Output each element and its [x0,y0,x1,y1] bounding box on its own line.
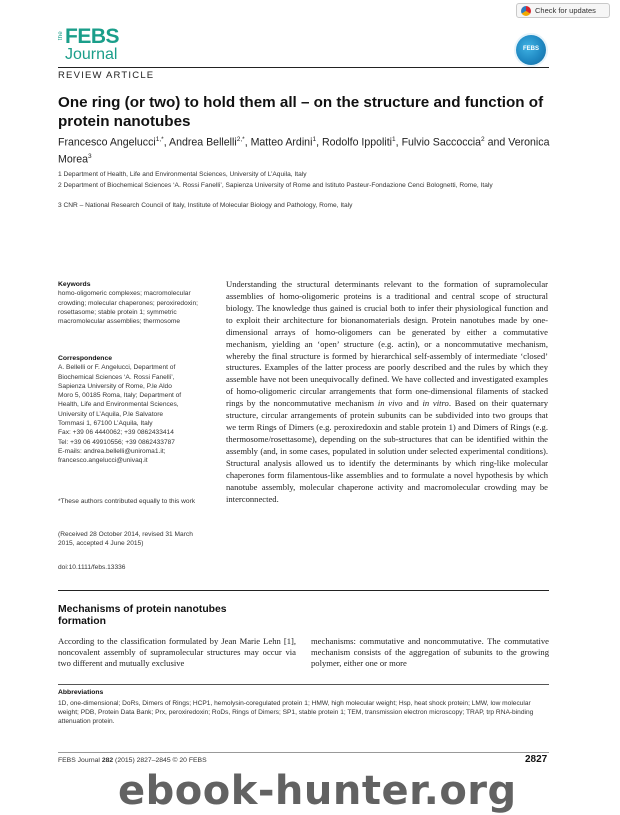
author-list [58,133,558,167]
affiliation-1: 1 Department of Health, Life and Environmental Sciences, University of L’Aquila, Italy [58,171,307,178]
abstract-part-1: Understanding the structural determinants relevant to the formation of supramolecular assemblies of homo-oligomeric proteins is a traditional and central scope of structural biology. The knowledge thus gained is crucial both to infer their physiological function and to exploit their architecture for bionanomaterials design. Protein nanotubes made by one-dimensional arrays of homo-oligomers can be generated by either a commutative mechanism, yielding an ‘open’ structure (e.g. actin), or a noncommutative mechanism, whereby the final structure is formed by hierarchical self-assembly of intermediate ‘closed’ structures. Examples of the latter process are poorly described and the rules by which they assemble have not been unequivocally defined. We have collected and investigated examples of homo-oligomeric circular arrangements that form one-dimensional filaments of stacked rings by the noncommutative mechanism [226,279,548,409]
check-for-updates-button[interactable] [516,3,610,18]
article-type: REVIEW ARTICLE [58,70,155,81]
section-rule [58,590,549,591]
abstract-in-vivo: in vivo [377,398,403,409]
logo-febs: FEBS [65,25,120,48]
author-name: Fulvio Saccoccia [401,136,482,149]
footer-citation-prefix: FEBS Journal [58,757,102,764]
crossmark-icon [521,6,531,16]
correspondence-line: Moro 5, 00185 Roma, Italy; Department of [58,392,182,400]
correspondence-line: University of L’Aquila, P.le Salvatore [58,410,164,418]
author-affiliation-marker: 3 [88,153,92,161]
keywords-heading: Keywords [58,281,91,288]
keywords-text: homo-oligomeric complexes; macromolecular crowding; molecular chaperones; peroxiredoxin; rosettasome; stable protein 1; symmetric macromolecular assemblies; thermosome [58,290,199,326]
affiliation-3: 3 CNR – National Research Council of Italy, Institute of Molecular Biology and Pathology, Rome, Italy [58,202,353,209]
doi-link[interactable]: doi:10.1111/febs.13336 [58,564,126,571]
author-separator: , [316,136,322,149]
author-name: Rodolfo Ippoliti [321,136,393,149]
author-separator: and [484,136,509,149]
abstract-in-vitro: in vitro [422,398,449,409]
abbreviations-rule [58,684,549,685]
keywords-block [58,280,208,326]
check-for-updates-label: Check for updates [535,6,596,15]
header-rule [58,67,549,68]
affiliation-2: 2 Department of Biochemical Sciences ‘A. Rossi Fanelli’, Sapienza University of Rome and Istituto Pasteur-Fondazione Cenci Bolognetti, Rome, Italy [58,182,493,189]
author-affiliation-marker: 2,* [236,136,245,143]
page-number: 2827 [525,754,548,765]
body-column-1: According to the classification formulated by Jean Marie Lehn [1], noncovalent assembly of supramolecular structures may occur via two different and mutually exclusive [58,636,296,669]
section-heading: Mechanisms of protein nanotubes formation [58,604,227,627]
author-name: Andrea Bellelli [169,136,237,149]
abbreviations-text: 1D, one-dimensional; DoRs, Dimers of Rings; HCP1, hemolysin-coregulated protein 1; HMW, high molecular weight; Hsp, heat shock protein; LMW, low molecular weight; PDB, Protein Data Bank; Prx, peroxiredoxin; RoDs, Rings of Dimers; SP1, stable protein 1; TEM, transmission electron microscopy; TRAP, trp RNA-binding attenuation protein. [58,700,534,726]
author-separator: , [244,136,251,149]
correspondence-line: Fax: +39 06 4440062; +39 0862433414 [58,429,174,437]
correspondence-block [58,354,208,466]
article-title: One ring (or two) to hold them all – on the structure and function of protein nanotubes [58,94,544,130]
correspondence-heading: Correspondence [58,355,113,362]
abstract [226,279,548,506]
email-line[interactable]: E-mails: andrea.bellelli@uniroma1.it; [58,447,166,455]
watermark: ebook-hunter.org [118,768,517,814]
journal-logo [58,27,128,65]
abstract-part-2: . Based on their quaternary structure, circular arrangements of protein subunits can be subdivided into two groups that we term Rings of Dimers (e.g. peroxiredoxin and stable protein 1) and Dimers of Rings (e.g. thermosome/rosettasome), depending on the sub-structures that can be identified within the assembly (and, in some cases, populated in solution under selected experimental conditions). Structural analysis allowed us to identify the determinants by which ring-like molecular chaperones form filamentous-like assemblies and to formulate a novel hypothesis by which nanotube assembly, molecular chaperone activity and macromolecular crowding may be interconnected. [226,398,549,504]
received-dates: (Received 28 October 2014, revised 31 March 2015, accepted 4 June 2015) [58,531,193,548]
correspondence-line: Sapienza University of Rome, P.le Aldo [58,382,172,390]
author-separator: , [395,136,402,149]
email-line[interactable]: francesco.angelucci@univaq.it [58,457,148,465]
author-affiliation-marker: 1 [392,136,396,143]
correspondence-line: Tel: +39 06 49910556; +39 0862433787 [58,438,175,446]
author-affiliation-marker: 2 [481,136,485,143]
abstract-and: and [402,398,423,409]
equal-contribution-note: *These authors contributed equally to this work [58,498,196,505]
footer-publisher: FEBS [186,757,207,764]
footer-volume: 282 [101,757,114,764]
author-name: Veronica Morea [58,136,550,166]
author-name: Francesco Angelucci [58,136,156,149]
correspondence-line: A. Bellelli or F. Angelucci, Department of [58,364,176,372]
febs-badge-icon: FEBS [516,35,546,65]
abbreviations-heading: Abbreviations [58,689,104,696]
footer-rule [58,752,549,753]
logo-the: the [58,31,64,41]
correspondence-line: Health, Life and Environmental Sciences, [58,401,179,409]
author-affiliation-marker: 1 [312,136,317,143]
author-affiliation-marker: 1,* [155,136,164,143]
body-column-2: mechanisms: commutative and noncommutative. The commutative mechanism consists of the aggregation of subunits to the growing polymer, either one or more [311,636,549,669]
author-name: Matteo Ardini [250,136,313,149]
logo-journal: Journal [65,46,118,63]
correspondence-line: Biochemical Sciences ‘A. Rossi Fanelli’, [58,373,175,381]
author-separator: , [163,136,170,149]
correspondence-line: Tommasi 1, 67100 L’Aquila, Italy [58,420,153,428]
footer-citation-rest: (2015) 2827–2845 © 20 [113,757,187,764]
footer-citation [58,757,207,764]
